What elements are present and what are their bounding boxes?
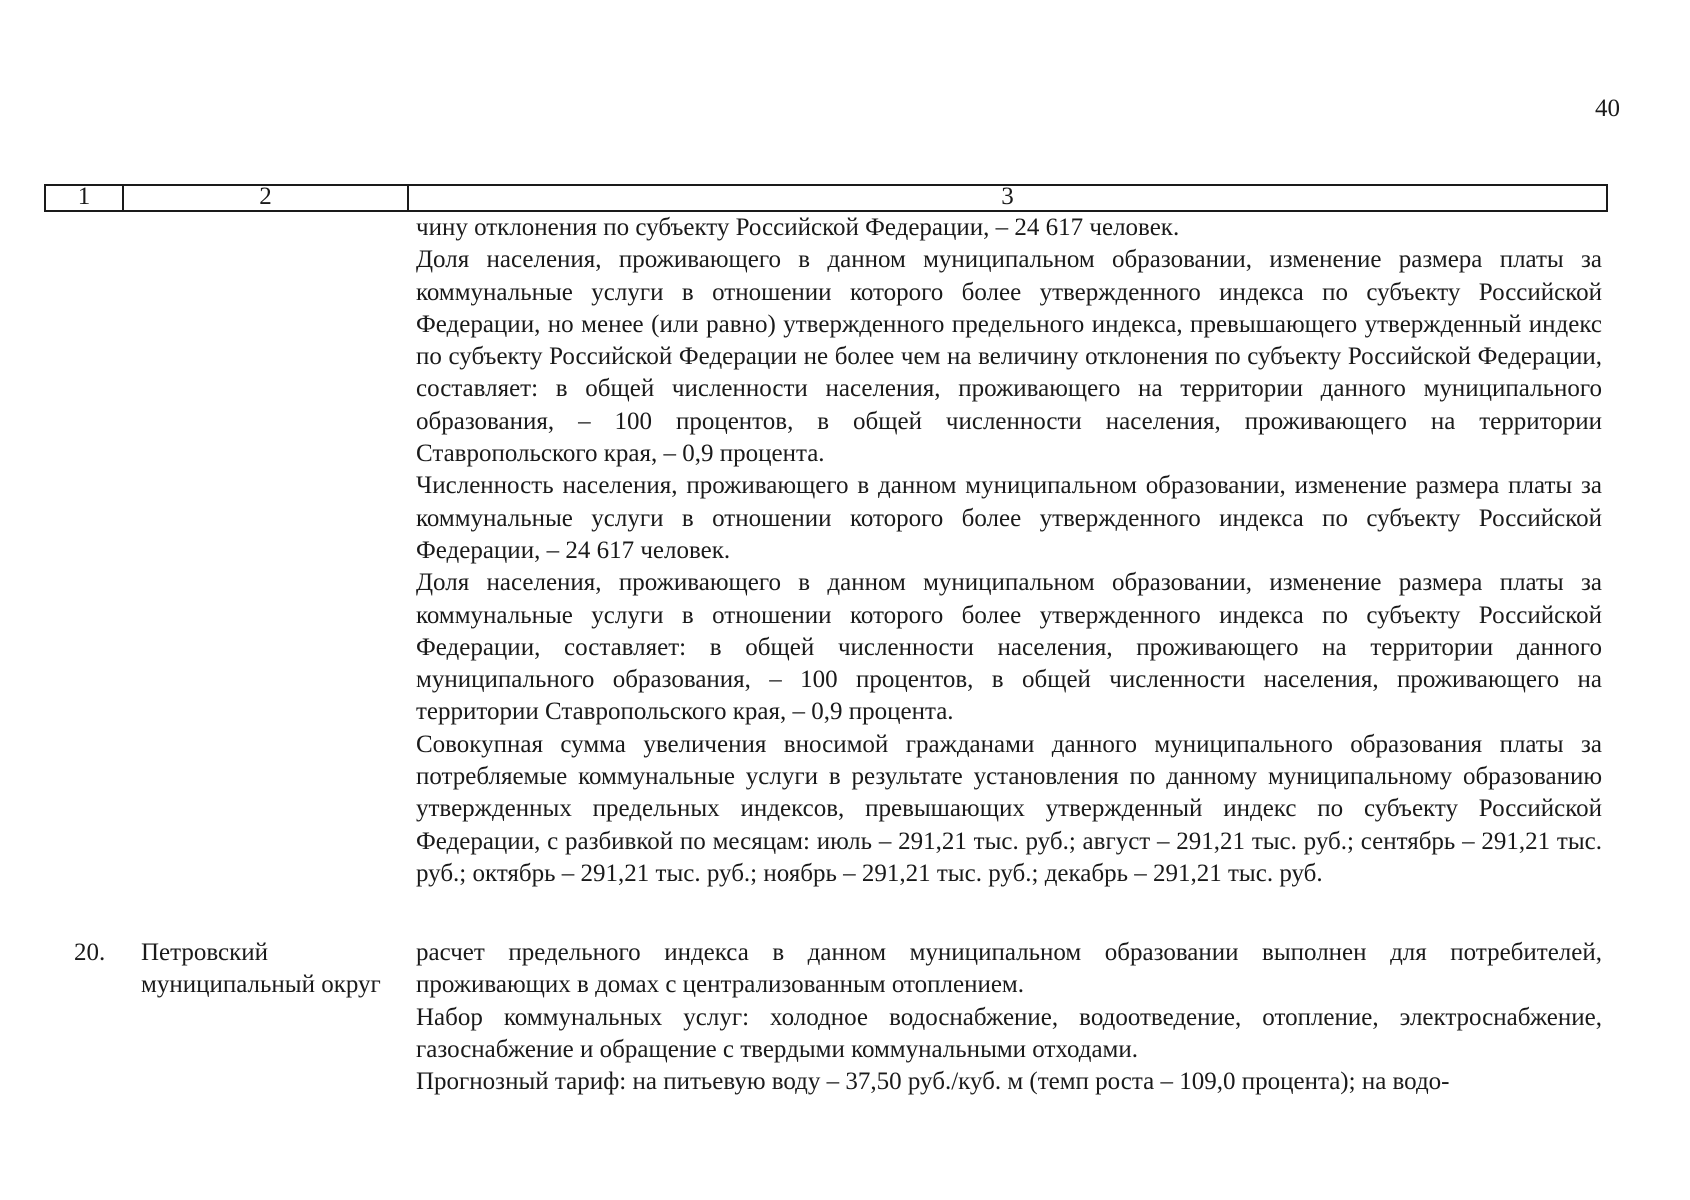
paragraph-population-share-limit: Доля населения, проживающего в данном муниципальном образовании, изменение размера платы за коммунальные услуги в отношении которого более утвержденного индекса по субъекту Российской Федерации, но менее (или равно) утвержденного предельного индекса, превышающего утвержденный индекс по субъекту Российской Федерации не более чем на величину отклонения по субъекту Российской Федерации, составляет: в общей численности населения, проживающего на территории данного муниципального образования, – 100 процентов, в общей численности населения, проживающего на территории Ставропольского края, – 0,9 процента. [416,246,1602,468]
row-number: 20. [74,939,106,966]
municipality-name: Петровский муниципальный округ [141,939,381,999]
row-20-text-block [416,937,1602,1098]
table-header-cell-1: 1 [77,183,91,210]
continuation-text-block [416,212,1602,890]
paragraph-continuation: чину отклонения по субъекту Российской Федерации, – 24 617 человек. [416,214,1180,241]
paragraph-forecast-tariff: Прогнозный тариф: на питьевую воду – 37,50 руб./куб. м (темп роста – 109,0 процента); на водо- [416,1068,1450,1096]
paragraph-total-increase: Совокупная сумма увеличения вносимой гражданами данного муниципального образования платы за потребляемые коммунальные услуги в результате установления по данному муниципальному образованию утвержденных предельных индексов, превышающих утвержденный индекс по субъекту Российской Федерации, с разбивкой по месяцам: июль – 291,21 тыс. руб.; август – 291,21 тыс. руб.; сентябрь – 291,21 тыс. руб.; октябрь – 291,21 тыс. руб.; ноябрь – 291,21 тыс. руб.; декабрь – 291,21 тыс. руб. [416,730,1602,887]
table-header-row [44,184,1608,212]
page-number: 40 [1595,95,1620,122]
paragraph-population-count: Численность населения, проживающего в данном муниципальном образовании, изменение размера платы за коммунальные услуги в отношении которого более утвержденного индекса по субъекту Российской Федерации, – 24 617 человек. [416,472,1602,564]
table-header-cell-3: 3 [407,186,1606,210]
paragraph-population-share: Доля населения, проживающего в данном муниципальном образовании, изменение размера платы за коммунальные услуги в отношении которого более утвержденного индекса по субъекту Российской Федерации, составляет: в общей численности населения, проживающего на территории данного муниципального образования, – 100 процентов, в общей численности населения, проживающего на территории Ставропольского края, – 0,9 процента. [416,569,1602,726]
paragraph-calculation-basis: расчет предельного индекса в данном муниципальном образовании выполнен для потребителей, проживающих в домах с централизованным отоплением. [416,939,1602,999]
paragraph-utility-set: Набор коммунальных услуг: холодное водоснабжение, водоотведение, отопление, электроснабжение, газоснабжение и обращение с твердыми коммунальными отходами. [416,1003,1602,1063]
table-header-cell-2: 2 [122,186,407,210]
